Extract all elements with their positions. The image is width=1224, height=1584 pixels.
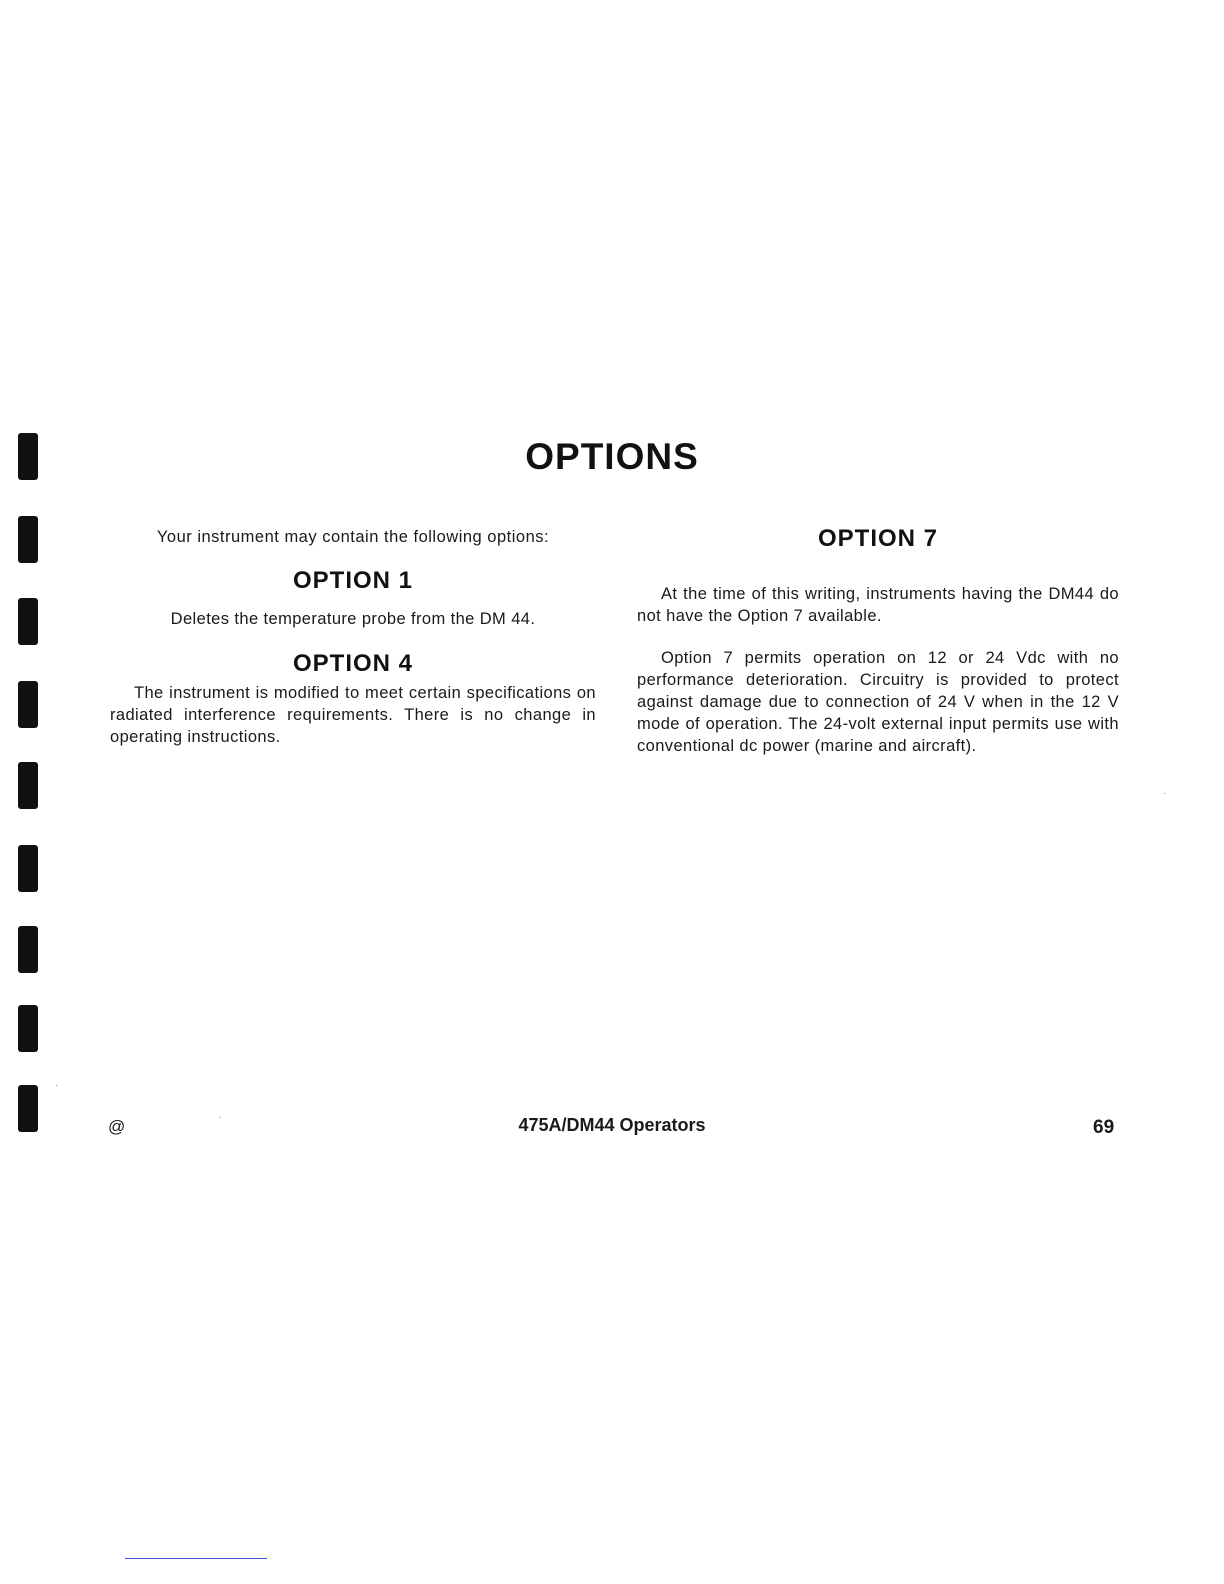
binder-mark xyxy=(18,681,38,728)
stray-dot: · xyxy=(218,1112,222,1123)
page-title: OPTIONS xyxy=(525,436,699,477)
page-number: 69 xyxy=(1093,1117,1115,1138)
binder-mark xyxy=(18,926,38,973)
option-1-text: Deletes the temperature probe from the DM 44. xyxy=(170,610,536,628)
option-7-heading: OPTION 7 xyxy=(817,525,939,552)
binder-mark xyxy=(18,762,38,809)
footer-manual-title: 475A/DM44 Operators xyxy=(518,1115,706,1135)
bottom-rule xyxy=(125,1558,267,1559)
intro-text: Your instrument may contain the following options: xyxy=(156,528,550,546)
binder-mark xyxy=(18,516,38,563)
footer-symbol: @ xyxy=(108,1117,126,1136)
left-column xyxy=(110,528,596,748)
option-4-heading: OPTION 4 xyxy=(292,650,414,677)
option-7-paragraph-2: Option 7 permits operation on 12 or 24 Vdc with no performance deterioration. Circuitry is provided to protect against damage due to connection of 24 V when in the 12 V mode of operation. The 24-volt external input permits use with conventional dc power (marine and aircraft). xyxy=(637,649,1119,755)
binder-mark xyxy=(18,1005,38,1052)
stray-dot: · xyxy=(55,1080,59,1091)
option-4-text: The instrument is modified to meet certain specifications on radiated interference requirements. There is no change in operating instructions. xyxy=(110,684,596,746)
stray-dot: · xyxy=(1163,788,1167,799)
option-1-heading: OPTION 1 xyxy=(292,567,414,594)
binder-mark xyxy=(18,598,38,645)
right-column xyxy=(637,525,1119,757)
binder-mark xyxy=(18,845,38,892)
option-7-paragraph-1: At the time of this writing, instruments having the DM44 do not have the Option 7 available. xyxy=(637,585,1119,625)
